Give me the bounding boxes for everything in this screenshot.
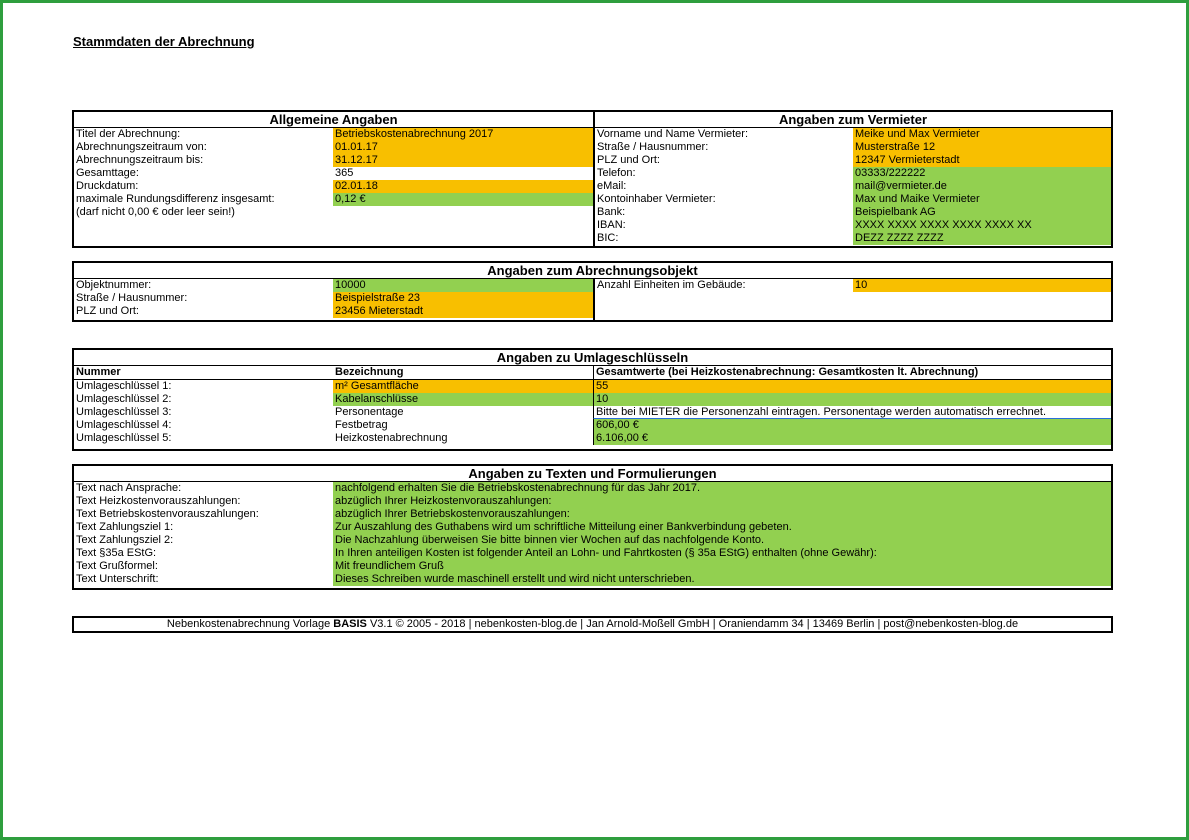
- allgemein-vermieter-section: [72, 110, 1113, 248]
- texte-row: [74, 534, 1111, 547]
- umlage-nummer: Umlageschlüssel 1:: [76, 380, 172, 392]
- allgemein-row: [74, 167, 593, 180]
- allgemein-value[interactable]: 31.12.17: [333, 154, 593, 167]
- texte-value[interactable]: nachfolgend erhalten Sie die Betriebskostenabrechnung für das Jahr 2017.: [333, 482, 1111, 495]
- objekt-label: PLZ und Ort:: [76, 305, 139, 317]
- texte-row: [74, 573, 1111, 586]
- vermieter-label: Telefon:: [597, 167, 636, 179]
- vermieter-value[interactable]: Musterstraße 12: [853, 141, 1111, 154]
- texte-section: [72, 464, 1113, 590]
- vermieter-row: [595, 128, 1111, 141]
- texte-row: [74, 508, 1111, 521]
- vermieter-label: eMail:: [597, 180, 627, 192]
- vermieter-value[interactable]: 12347 Vermieterstadt: [853, 154, 1111, 167]
- allgemein-value[interactable]: 0,12 €: [333, 193, 593, 206]
- objekt-value[interactable]: Beispielstraße 23: [333, 292, 593, 305]
- allgemein-row: [74, 193, 593, 206]
- allgemein-label: (darf nicht 0,00 € oder leer sein!): [76, 206, 235, 218]
- umlage-header: Angaben zu Umlageschlüsseln: [74, 350, 1111, 366]
- objekt-label: Objektnummer:: [76, 279, 152, 291]
- vermieter-label: Bank:: [597, 206, 626, 218]
- allgemein-value[interactable]: 365: [335, 167, 354, 179]
- allgemein-row: [74, 180, 593, 193]
- objekt-label: Straße / Hausnummer:: [76, 292, 188, 304]
- vermieter-label: IBAN:: [597, 219, 626, 231]
- allgemein-label: maximale Rundungsdifferenz insgesamt:: [76, 193, 275, 205]
- vermieter-value[interactable]: 03333/222222: [853, 167, 1111, 180]
- objekt-value[interactable]: 23456 Mieterstadt: [333, 305, 593, 318]
- footer-bar: [72, 616, 1113, 633]
- column-header-nummer: Nummer: [76, 366, 121, 378]
- column-header-bezeichnung: Bezeichnung: [335, 366, 404, 378]
- umlage-bezeichnung[interactable]: Kabelanschlüsse: [333, 393, 593, 406]
- allgemein-value[interactable]: 02.01.18: [333, 180, 593, 193]
- vermieter-value[interactable]: DEZZ ZZZZ ZZZZ: [853, 232, 1111, 245]
- vermieter-value[interactable]: Meike und Max Vermieter: [853, 128, 1111, 141]
- vermieter-label: Kontoinhaber Vermieter:: [597, 193, 716, 205]
- texte-header: Angaben zu Texten und Formulierungen: [74, 466, 1111, 482]
- vermieter-value[interactable]: mail@vermieter.de: [853, 180, 1111, 193]
- vermieter-value[interactable]: Max und Maike Vermieter: [853, 193, 1111, 206]
- allgemein-label: Abrechnungszeitraum bis:: [76, 154, 204, 166]
- allgemein-value[interactable]: Betriebskostenabrechnung 2017: [333, 128, 593, 141]
- allgemein-label: Druckdatum:: [76, 180, 139, 192]
- vermieter-header: Angaben zum Vermieter: [595, 112, 1111, 128]
- umlage-gesamtwert[interactable]: 10: [593, 393, 1111, 406]
- umlage-nummer: Umlageschlüssel 4:: [76, 419, 172, 431]
- umlage-column-headers: [74, 366, 1111, 380]
- umlage-gesamtwert[interactable]: 6.106,00 €: [593, 432, 1111, 445]
- vermieter-value[interactable]: XXXX XXXX XXXX XXXX XXXX XX: [853, 219, 1111, 232]
- texte-row: [74, 482, 1111, 495]
- umlage-row: [74, 432, 1111, 445]
- texte-value[interactable]: Zur Auszahlung des Guthabens wird um schriftliche Mitteilung einer Bankverbindung gebeten.: [333, 521, 1111, 534]
- texte-label: Text Zahlungsziel 2:: [76, 534, 174, 546]
- texte-value[interactable]: abzüglich Ihrer Betriebskostenvorauszahlungen:: [333, 508, 1111, 521]
- texte-row: [74, 495, 1111, 508]
- allgemein-value[interactable]: 01.01.17: [333, 141, 593, 154]
- vermieter-label: Straße / Hausnummer:: [597, 141, 709, 153]
- allgemein-value: [333, 206, 593, 219]
- umlage-row: [74, 419, 1111, 432]
- texte-label: Text §35a EStG:: [76, 547, 157, 559]
- allgemein-label: Abrechnungszeitraum von:: [76, 141, 207, 153]
- allgemein-row: [74, 154, 593, 167]
- umlage-row: [74, 406, 1111, 419]
- objekt-row: [74, 279, 593, 292]
- umlage-gesamtwert[interactable]: Bitte bei MIETER die Personenzahl eintragen. Personentage werden automatisch errechnet.: [593, 406, 1111, 419]
- vermieter-row: [595, 219, 1111, 232]
- allgemein-label: Titel der Abrechnung:: [76, 128, 181, 140]
- objekt-row: [74, 292, 593, 305]
- texte-label: Text Betriebskostenvorauszahlungen:: [76, 508, 259, 520]
- vermieter-panel: [593, 112, 1111, 246]
- vermieter-row: [595, 180, 1111, 193]
- page-title: Stammdaten der Abrechnung: [73, 34, 255, 49]
- texte-row: [74, 521, 1111, 534]
- texte-label: Text Heizkostenvorauszahlungen:: [76, 495, 241, 507]
- footer-text-before: Nebenkostenabrechnung Vorlage: [166, 618, 334, 630]
- objekt-row: [74, 305, 593, 318]
- umlage-nummer: Umlageschlüssel 5:: [76, 432, 172, 444]
- umlage-row: [74, 393, 1111, 406]
- vermieter-row: [595, 232, 1111, 245]
- umlage-nummer: Umlageschlüssel 2:: [76, 393, 172, 405]
- texte-row: [74, 560, 1111, 573]
- allgemein-panel: [74, 112, 593, 246]
- column-header-gesamtwerte: Gesamtwerte (bei Heizkostenabrechnung: Gesamtkosten lt. Abrechnung): [593, 366, 1111, 379]
- umlage-bezeichnung[interactable]: Heizkostenabrechnung: [335, 432, 448, 444]
- texte-label: Text Grußformel:: [76, 560, 158, 572]
- vermieter-value[interactable]: Beispielbank AG: [853, 206, 1111, 219]
- objekt-header: Angaben zum Abrechnungsobjekt: [74, 263, 1111, 279]
- einheiten-value[interactable]: 10: [853, 279, 1111, 292]
- vermieter-label: Vorname und Name Vermieter:: [597, 128, 749, 140]
- vermieter-row: [595, 167, 1111, 180]
- objekt-section: [72, 261, 1113, 322]
- vermieter-label: BIC:: [597, 232, 619, 244]
- allgemein-header: Allgemeine Angaben: [74, 112, 593, 128]
- texte-value[interactable]: Die Nachzahlung überweisen Sie bitte binnen vier Wochen auf das nachfolgende Konto.: [333, 534, 1111, 547]
- allgemein-label: Gesamttage:: [76, 167, 139, 179]
- umlage-bezeichnung[interactable]: Festbetrag: [335, 419, 388, 431]
- texte-label: Text nach Ansprache:: [76, 482, 182, 494]
- footer-text-after: V3.1 © 2005 - 2018 | nebenkosten-blog.de | Jan Arnold-Moßell GmbH | Oraniendamm 34 | 13469 Berlin | post@nebenkosten-blog.de: [366, 618, 1019, 630]
- texte-label: Text Zahlungsziel 1:: [76, 521, 174, 533]
- allgemein-row: [74, 141, 593, 154]
- vermieter-row: [595, 154, 1111, 167]
- texte-label: Text Unterschrift:: [76, 573, 159, 585]
- umlage-row: [74, 380, 1111, 393]
- umlage-section: [72, 348, 1113, 451]
- texte-value[interactable]: abzüglich Ihrer Heizkostenvorauszahlungen:: [333, 495, 1111, 508]
- allgemein-row: [74, 206, 593, 219]
- texte-value[interactable]: Mit freundlichem Gruß: [333, 560, 1111, 573]
- vermieter-label: PLZ und Ort:: [597, 154, 660, 166]
- umlage-bezeichnung[interactable]: m² Gesamtfläche: [333, 380, 593, 393]
- umlage-gesamtwert[interactable]: 55: [593, 380, 1111, 393]
- footer-text-bold: BASIS: [333, 618, 367, 630]
- umlage-gesamtwert[interactable]: 606,00 €: [593, 419, 1111, 432]
- allgemein-row: [74, 128, 593, 141]
- texte-value[interactable]: In Ihren anteiligen Kosten ist folgender Anteil an Lohn- und Fahrtkosten (§ 35a EStG) enthalten (ohne Gewähr):: [333, 547, 1111, 560]
- einheiten-label: Anzahl Einheiten im Gebäude:: [597, 279, 746, 291]
- umlage-nummer: Umlageschlüssel 3:: [76, 406, 172, 418]
- umlage-bezeichnung[interactable]: Personentage: [335, 406, 404, 418]
- vermieter-row: [595, 193, 1111, 206]
- vermieter-row: [595, 206, 1111, 219]
- vermieter-row: [595, 141, 1111, 154]
- texte-value[interactable]: Dieses Schreiben wurde maschinell erstellt und wird nicht unterschrieben.: [333, 573, 1111, 586]
- texte-row: [74, 547, 1111, 560]
- objekt-value[interactable]: 10000: [333, 279, 593, 292]
